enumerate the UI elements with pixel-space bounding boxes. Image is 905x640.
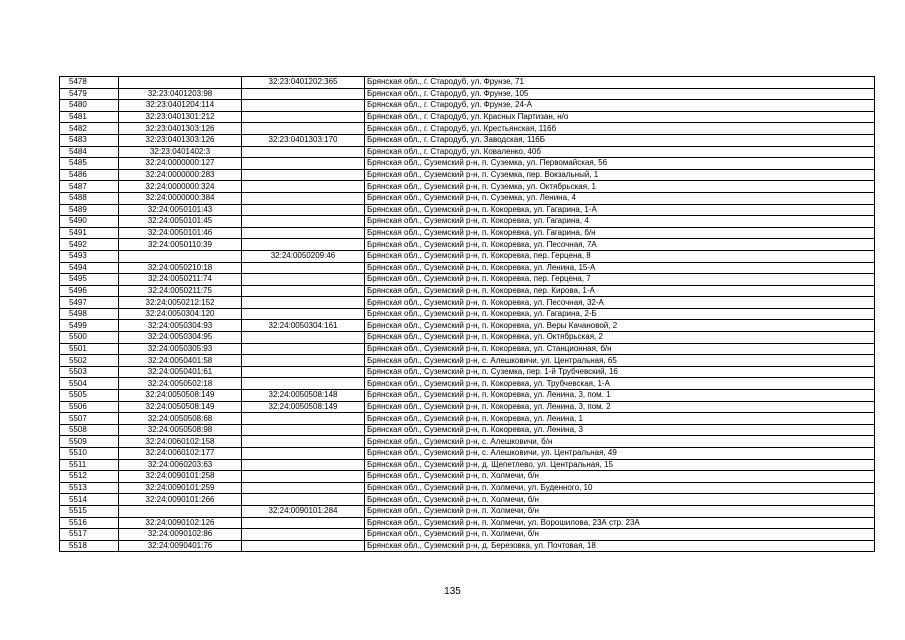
address-cell: Брянская обл., Суземский р-н, п. Холмечи, б/н (365, 529, 875, 541)
row-number-cell: 5509 (60, 436, 119, 448)
sub-cadastral-number-cell (242, 123, 365, 135)
cadastral-number-cell: 32:24:0050101:46 (119, 227, 242, 239)
cadastral-number-cell: 32:24:0000000:384 (119, 192, 242, 204)
address-cell: Брянская обл., г. Стародуб, ул. Фрунзе, 24-А (365, 100, 875, 112)
cadastral-number-cell: 32:24:0050502:18 (119, 378, 242, 390)
table-row (60, 471, 875, 483)
row-number-cell: 5488 (60, 192, 119, 204)
table-row (60, 204, 875, 216)
table-row (60, 88, 875, 100)
cadastral-number-cell: 32:24:0050508:68 (119, 413, 242, 425)
row-number-cell: 5491 (60, 227, 119, 239)
address-cell: Брянская обл., Суземский р-н, п. Суземка, ул. Ленина, 4 (365, 192, 875, 204)
row-number-cell: 5487 (60, 181, 119, 193)
cadastral-number-cell: 32:24:0050401:61 (119, 366, 242, 378)
sub-cadastral-number-cell (242, 262, 365, 274)
cadastral-number-cell: 32:24:0060102:158 (119, 436, 242, 448)
table-row (60, 227, 875, 239)
table-row (60, 134, 875, 146)
sub-cadastral-number-cell (242, 378, 365, 390)
cadastral-number-cell: 32:24:0050401:58 (119, 355, 242, 367)
cadastral-number-cell: 32:24:0090102:86 (119, 529, 242, 541)
table-row (60, 401, 875, 413)
cadastral-number-cell: 32:24:0050212:152 (119, 297, 242, 309)
address-cell: Брянская обл., Суземский р-н, п. Кокоревка, ул. Веры Качановой, 2 (365, 320, 875, 332)
cadastral-number-cell: 32:23:0401204:114 (119, 100, 242, 112)
sub-cadastral-number-cell (242, 482, 365, 494)
table-row (60, 436, 875, 448)
table-row (60, 158, 875, 170)
address-cell: Брянская обл., г. Стародуб, ул. Заводская, 116Б (365, 134, 875, 146)
cadastral-number-cell: 32:23:0401303:126 (119, 123, 242, 135)
sub-cadastral-number-cell (242, 274, 365, 286)
row-number-cell: 5507 (60, 413, 119, 425)
cadastral-number-cell: 32:23:0401303:126 (119, 134, 242, 146)
sub-cadastral-number-cell (242, 413, 365, 425)
cadastral-number-cell (119, 505, 242, 517)
row-number-cell: 5514 (60, 494, 119, 506)
table-row (60, 540, 875, 552)
sub-cadastral-number-cell: 32:24:0090101:284 (242, 505, 365, 517)
row-number-cell: 5492 (60, 239, 119, 251)
sub-cadastral-number-cell: 32:24:0050209:46 (242, 250, 365, 262)
table-row (60, 262, 875, 274)
cadastral-number-cell: 32:24:0050508:149 (119, 390, 242, 402)
table-row (60, 366, 875, 378)
row-number-cell: 5486 (60, 169, 119, 181)
address-cell: Брянская обл., Суземский р-н, п. Суземка, ул. Первомайская, 56 (365, 158, 875, 170)
sub-cadastral-number-cell: 32:24:0050508:148 (242, 390, 365, 402)
cadastral-number-cell: 32:24:0050110:39 (119, 239, 242, 251)
address-cell: Брянская обл., г. Стародуб, ул. Красных Партизан, н/о (365, 111, 875, 123)
row-number-cell: 5496 (60, 285, 119, 297)
cadastral-number-cell: 32:23:0401402:3 (119, 146, 242, 158)
table-row (60, 390, 875, 402)
address-cell: Брянская обл., Суземский р-н, п. Кокоревка, пер. Кирова, 1-А (365, 285, 875, 297)
sub-cadastral-number-cell (242, 494, 365, 506)
registry-table-body (60, 77, 875, 552)
sub-cadastral-number-cell (242, 424, 365, 436)
row-number-cell: 5484 (60, 146, 119, 158)
cadastral-number-cell: 32:23:0401301:212 (119, 111, 242, 123)
sub-cadastral-number-cell (242, 366, 365, 378)
cadastral-number-cell: 32:24:0050210:18 (119, 262, 242, 274)
table-row (60, 517, 875, 529)
address-cell: Брянская обл., Суземский р-н, п. Кокоревка, ул. Ленина, 3, пом. 2 (365, 401, 875, 413)
address-cell: Брянская обл., Суземский р-н, п. Холмечи, ул. Ворошилова, 23А стр. 23А (365, 517, 875, 529)
address-cell: Брянская обл., Суземский р-н, п. Кокоревка, ул. Станционная, б/н (365, 343, 875, 355)
row-number-cell: 5483 (60, 134, 119, 146)
table-row (60, 77, 875, 89)
address-cell: Брянская обл., Суземский р-н, п. Суземка, ул. Октябрьская, 1 (365, 181, 875, 193)
address-cell: Брянская обл., Суземский р-н, д. Щепетлево, ул. Центральная, 15 (365, 459, 875, 471)
row-number-cell: 5499 (60, 320, 119, 332)
sub-cadastral-number-cell: 32:24:0050508:149 (242, 401, 365, 413)
cadastral-number-cell: 32:24:0090401:76 (119, 540, 242, 552)
sub-cadastral-number-cell (242, 88, 365, 100)
cadastral-number-cell (119, 77, 242, 89)
sub-cadastral-number-cell (242, 308, 365, 320)
cadastral-number-cell: 32:24:0000000:283 (119, 169, 242, 181)
address-cell: Брянская обл., г. Стародуб, ул. Фрунзе, 105 (365, 88, 875, 100)
table-row (60, 529, 875, 541)
sub-cadastral-number-cell (242, 181, 365, 193)
cadastral-number-cell: 32:24:0000000:324 (119, 181, 242, 193)
table-row (60, 285, 875, 297)
row-number-cell: 5508 (60, 424, 119, 436)
row-number-cell: 5505 (60, 390, 119, 402)
table-row (60, 274, 875, 286)
cadastral-number-cell: 32:24:0090101:258 (119, 471, 242, 483)
table-row (60, 308, 875, 320)
table-row (60, 332, 875, 344)
row-number-cell: 5493 (60, 250, 119, 262)
row-number-cell: 5513 (60, 482, 119, 494)
cadastral-number-cell: 32:23:0401203:98 (119, 88, 242, 100)
row-number-cell: 5480 (60, 100, 119, 112)
row-number-cell: 5515 (60, 505, 119, 517)
sub-cadastral-number-cell (242, 285, 365, 297)
table-row (60, 494, 875, 506)
sub-cadastral-number-cell (242, 436, 365, 448)
address-cell: Брянская обл., Суземский р-н, п. Холмечи, б/н (365, 505, 875, 517)
cadastral-number-cell: 32:24:0050508:149 (119, 401, 242, 413)
row-number-cell: 5518 (60, 540, 119, 552)
table-row (60, 355, 875, 367)
row-number-cell: 5497 (60, 297, 119, 309)
address-cell: Брянская обл., Суземский р-н, с. Алешковичи, ул. Центральная, 49 (365, 448, 875, 460)
sub-cadastral-number-cell (242, 216, 365, 228)
table-row (60, 320, 875, 332)
sub-cadastral-number-cell (242, 343, 365, 355)
cadastral-number-cell: 32:24:0050304:95 (119, 332, 242, 344)
row-number-cell: 5485 (60, 158, 119, 170)
cadastral-number-cell: 32:24:0050101:43 (119, 204, 242, 216)
address-cell: Брянская обл., г. Стародуб, ул. Фрунзе, 71 (365, 77, 875, 89)
table-row (60, 111, 875, 123)
sub-cadastral-number-cell (242, 332, 365, 344)
table-row (60, 250, 875, 262)
address-cell: Брянская обл., г. Стародуб, ул. Крестьянская, 116б (365, 123, 875, 135)
table-row (60, 343, 875, 355)
cadastral-number-cell: 32:24:0050304:93 (119, 320, 242, 332)
sub-cadastral-number-cell (242, 517, 365, 529)
row-number-cell: 5502 (60, 355, 119, 367)
row-number-cell: 5482 (60, 123, 119, 135)
table-row (60, 239, 875, 251)
sub-cadastral-number-cell (242, 158, 365, 170)
table-row (60, 413, 875, 425)
sub-cadastral-number-cell: 32:24:0050304:161 (242, 320, 365, 332)
address-cell: Брянская обл., Суземский р-н, п. Кокоревка, ул. Октябрьская, 2 (365, 332, 875, 344)
sub-cadastral-number-cell (242, 529, 365, 541)
cadastral-number-cell: 32:24:0050101:45 (119, 216, 242, 228)
address-cell: Брянская обл., Суземский р-н, п. Кокоревка, ул. Ленина, 3 (365, 424, 875, 436)
cadastral-number-cell: 32:24:0090101:259 (119, 482, 242, 494)
registry-table (59, 76, 875, 552)
address-cell: Брянская обл., Суземский р-н, п. Кокоревка, пер. Герцена, 8 (365, 250, 875, 262)
cadastral-number-cell: 32:24:0090101:266 (119, 494, 242, 506)
sub-cadastral-number-cell (242, 204, 365, 216)
address-cell: Брянская обл., Суземский р-н, п. Кокоревка, ул. Гагарина, 4 (365, 216, 875, 228)
address-cell: Брянская обл., Суземский р-н, п. Кокоревка, ул. Песочная, 32-А (365, 297, 875, 309)
sub-cadastral-number-cell (242, 146, 365, 158)
address-cell: Брянская обл., Суземский р-н, п. Кокоревка, ул. Ленина, 15-А (365, 262, 875, 274)
address-cell: Брянская обл., г. Стародуб, ул. Коваленко, 40б (365, 146, 875, 158)
address-cell: Брянская обл., Суземский р-н, п. Кокоревка, ул. Гагарина, б/н (365, 227, 875, 239)
table-row (60, 424, 875, 436)
row-number-cell: 5490 (60, 216, 119, 228)
sub-cadastral-number-cell (242, 239, 365, 251)
address-cell: Брянская обл., Суземский р-н, п. Кокоревка, ул. Ленина, 1 (365, 413, 875, 425)
cadastral-number-cell: 32:24:0050211:74 (119, 274, 242, 286)
table-row (60, 482, 875, 494)
cadastral-number-cell: 32:24:0050211:75 (119, 285, 242, 297)
row-number-cell: 5481 (60, 111, 119, 123)
sub-cadastral-number-cell (242, 100, 365, 112)
cadastral-number-cell (119, 250, 242, 262)
row-number-cell: 5510 (60, 448, 119, 460)
table-row (60, 459, 875, 471)
sub-cadastral-number-cell (242, 297, 365, 309)
address-cell: Брянская обл., Суземский р-н, п. Суземка, пер. 1-й Трубчевский, 16 (365, 366, 875, 378)
address-cell: Брянская обл., Суземский р-н, п. Кокоревка, ул. Песочная, 7А (365, 239, 875, 251)
row-number-cell: 5494 (60, 262, 119, 274)
row-number-cell: 5511 (60, 459, 119, 471)
table-row (60, 192, 875, 204)
cadastral-number-cell: 32:24:0060102:177 (119, 448, 242, 460)
table-row (60, 169, 875, 181)
address-cell: Брянская обл., Суземский р-н, п. Кокоревка, ул. Гагарина, 2-Б (365, 308, 875, 320)
sub-cadastral-number-cell (242, 459, 365, 471)
sub-cadastral-number-cell (242, 355, 365, 367)
address-cell: Брянская обл., Суземский р-н, с. Алешковичи, б/н (365, 436, 875, 448)
address-cell: Брянская обл., Суземский р-н, п. Кокоревка, ул. Гагарина, 1-А (365, 204, 875, 216)
sub-cadastral-number-cell (242, 111, 365, 123)
address-cell: Брянская обл., Суземский р-н, д. Березовка, ул. Почтовая, 18 (365, 540, 875, 552)
table-row (60, 378, 875, 390)
row-number-cell: 5495 (60, 274, 119, 286)
row-number-cell: 5478 (60, 77, 119, 89)
table-row (60, 297, 875, 309)
table-row (60, 505, 875, 517)
address-cell: Брянская обл., Суземский р-н, п. Кокоревка, пер. Герцена, 7 (365, 274, 875, 286)
sub-cadastral-number-cell (242, 471, 365, 483)
row-number-cell: 5498 (60, 308, 119, 320)
row-number-cell: 5501 (60, 343, 119, 355)
sub-cadastral-number-cell: 32:23:0401303:170 (242, 134, 365, 146)
address-cell: Брянская обл., Суземский р-н, с. Алешковичи, ул. Центральная, 65 (365, 355, 875, 367)
cadastral-number-cell: 32:24:0000000:127 (119, 158, 242, 170)
address-cell: Брянская обл., Суземский р-н, п. Суземка, пер. Вокзальный, 1 (365, 169, 875, 181)
sub-cadastral-number-cell (242, 227, 365, 239)
row-number-cell: 5512 (60, 471, 119, 483)
table-row (60, 181, 875, 193)
address-cell: Брянская обл., Суземский р-н, п. Кокоревка, ул. Ленина, 3, пом. 1 (365, 390, 875, 402)
table-row (60, 100, 875, 112)
address-cell: Брянская обл., Суземский р-н, п. Холмечи, б/н (365, 471, 875, 483)
sub-cadastral-number-cell: 32:23:0401202:365 (242, 77, 365, 89)
cadastral-number-cell: 32:24:0090102:126 (119, 517, 242, 529)
row-number-cell: 5517 (60, 529, 119, 541)
row-number-cell: 5506 (60, 401, 119, 413)
table-row (60, 216, 875, 228)
row-number-cell: 5503 (60, 366, 119, 378)
table-row (60, 448, 875, 460)
row-number-cell: 5479 (60, 88, 119, 100)
sub-cadastral-number-cell (242, 448, 365, 460)
address-cell: Брянская обл., Суземский р-н, п. Кокоревка, ул. Трубчевская, 1-А (365, 378, 875, 390)
row-number-cell: 5516 (60, 517, 119, 529)
row-number-cell: 5489 (60, 204, 119, 216)
cadastral-number-cell: 32:24:0050305:93 (119, 343, 242, 355)
sub-cadastral-number-cell (242, 169, 365, 181)
table-row (60, 146, 875, 158)
cadastral-number-cell: 32:24:0060203:63 (119, 459, 242, 471)
page-number: 135 (444, 586, 461, 597)
row-number-cell: 5500 (60, 332, 119, 344)
row-number-cell: 5504 (60, 378, 119, 390)
cadastral-number-cell: 32:24:0050304:120 (119, 308, 242, 320)
table-row (60, 123, 875, 135)
address-cell: Брянская обл., Суземский р-н, п. Холмечи, ул. Буденного, 10 (365, 482, 875, 494)
cadastral-number-cell: 32:24:0050508:98 (119, 424, 242, 436)
address-cell: Брянская обл., Суземский р-н, п. Холмечи, б/н (365, 494, 875, 506)
sub-cadastral-number-cell (242, 540, 365, 552)
sub-cadastral-number-cell (242, 192, 365, 204)
